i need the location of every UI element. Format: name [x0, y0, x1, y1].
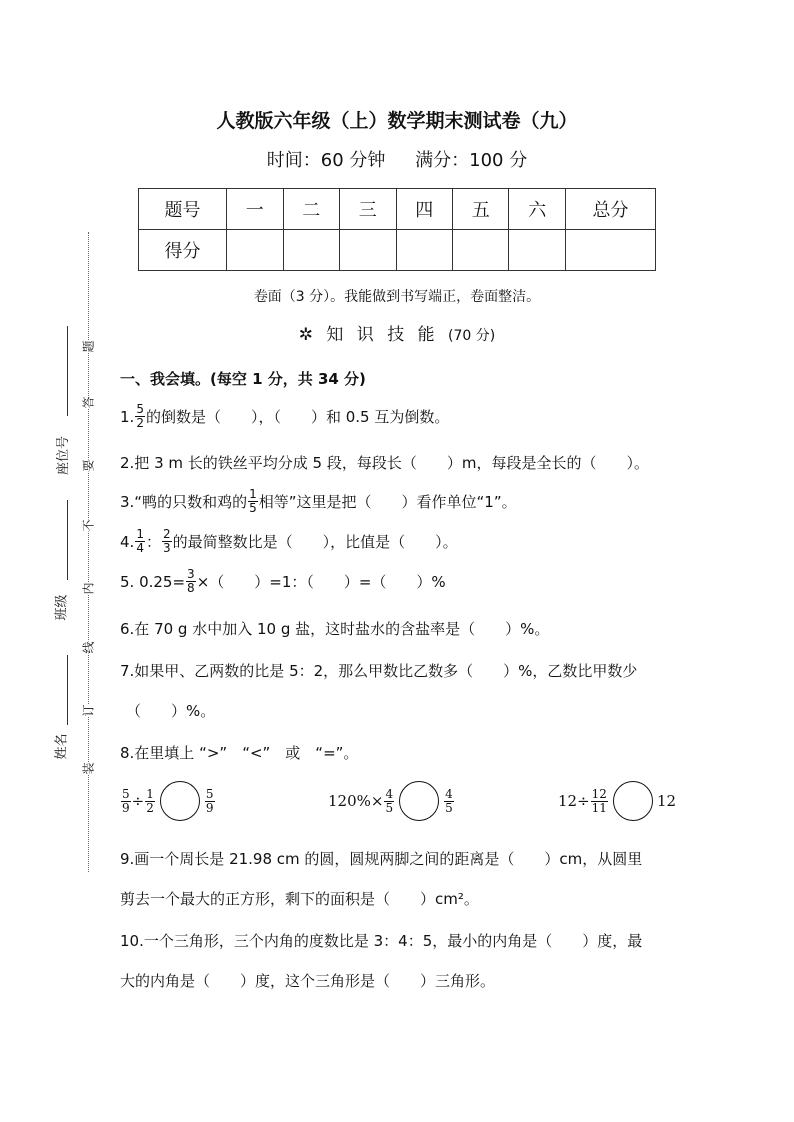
score-table-score-row	[139, 230, 656, 271]
score-table	[138, 188, 656, 271]
denominator: 4	[136, 541, 144, 555]
full-score-label: 满分：100 分	[415, 150, 528, 171]
score-entry-cell[interactable]	[565, 230, 655, 271]
answer-circle[interactable]	[399, 781, 439, 821]
question-8: 8.在里填上 “>” “<” 或 “=”。	[120, 744, 359, 762]
compare-right-text: 12	[656, 792, 677, 810]
denominator: 3	[162, 541, 171, 555]
exam-title: 人教版六年级（上）数学期末测试卷（九）	[216, 110, 578, 132]
fraction	[186, 568, 196, 595]
compare-item-3	[558, 781, 676, 821]
score-entry-cell[interactable]	[340, 230, 396, 271]
binding-char: 内	[78, 582, 99, 594]
question-3	[120, 488, 517, 515]
question-10-continued: 大的内角是（ ）度，这个三角形是（ ）三角形。	[120, 972, 496, 990]
score-entry-cell[interactable]	[452, 230, 508, 271]
denominator: 5	[249, 501, 257, 515]
question-5	[120, 568, 446, 595]
denominator: 2	[136, 416, 144, 430]
score-table-header-row	[139, 189, 656, 230]
binding-char: 要	[78, 459, 99, 471]
fraction	[384, 788, 394, 815]
numerator: 1	[146, 786, 154, 801]
question-2: 2.把 3 m 长的铁丝平均分成 5 段，每段长（ ）m，每段是全长的（ ）。	[120, 454, 649, 472]
numerator: 3	[187, 567, 195, 581]
question-7-continued: （ ）%。	[126, 702, 216, 720]
binding-char: 题	[78, 340, 99, 352]
score-table-cell: 四	[396, 189, 452, 230]
numerator: 1	[249, 487, 257, 501]
numerator: 4	[385, 786, 394, 801]
question-text: 相等”这里是把（ ）看作单位“1”。	[258, 493, 517, 511]
question-9-continued: 剪去一个最大的正方形，剩下的面积是（ ）cm²。	[120, 890, 479, 908]
binding-char: 线	[78, 641, 99, 653]
numerator: 12	[591, 786, 607, 801]
fraction	[135, 528, 145, 555]
divide-sign: ÷	[131, 792, 145, 810]
question-text: 5. 0.25=	[120, 572, 186, 591]
numerator: 5	[136, 402, 144, 416]
name-line[interactable]	[67, 655, 68, 725]
fraction	[121, 788, 131, 815]
score-table-cell: 二	[283, 189, 339, 230]
question-text: ×（ ）=1：（ ）=（ ）%	[196, 573, 446, 591]
answer-circle[interactable]	[613, 781, 653, 821]
exam-subtitle	[0, 146, 794, 172]
binding-char: 装	[78, 762, 99, 774]
binding-char: 不	[78, 519, 99, 531]
section-title: 知 识 技 能	[326, 325, 439, 345]
question-text: 3.“鸭的只数和鸡的	[120, 493, 248, 511]
class-label: 班级	[54, 594, 70, 621]
question-10: 10.一个三角形，三个内角的度数比是 3：4：5，最小的内角是（ ）度，最	[120, 932, 643, 950]
score-row-label: 得分	[139, 230, 227, 271]
part-one-title: 一、我会填。(每空 1 分，共 34 分)	[120, 370, 366, 388]
denominator: 2	[146, 800, 154, 815]
fraction	[135, 403, 145, 430]
fraction	[205, 788, 215, 815]
fraction	[591, 788, 608, 815]
fraction	[248, 488, 258, 515]
score-table-cell: 一	[227, 189, 283, 230]
question-text: 的倒数是（ ），（ ）和 0.5 互为倒数。	[145, 408, 450, 426]
compare-left-text: 12÷	[558, 792, 590, 810]
score-table-cell: 六	[509, 189, 565, 230]
question-text: 的最简整数比是（ ），比值是（ ）。	[172, 533, 458, 551]
score-table-cell: 总分	[565, 189, 655, 230]
answer-circle[interactable]	[160, 781, 200, 821]
compare-item-2	[328, 781, 455, 821]
question-number: 4.	[120, 532, 135, 551]
score-table-cell: 题号	[139, 189, 227, 230]
compare-item-1	[120, 781, 216, 821]
question-number: 1.	[120, 407, 135, 426]
question-9: 9.画一个周长是 21.98 cm 的圆，圆规两脚之间的距离是（ ）cm，从圆里	[120, 850, 643, 868]
binding-char: 答	[78, 396, 99, 408]
score-entry-cell[interactable]	[283, 230, 339, 271]
numerator: 5	[205, 786, 214, 801]
section-points: (70 分)	[448, 328, 496, 344]
score-entry-cell[interactable]	[509, 230, 565, 271]
denominator: 9	[205, 800, 214, 815]
flower-icon: ✲	[298, 325, 317, 345]
compare-left-text: 120%×	[328, 792, 384, 810]
score-table-cell: 三	[340, 189, 396, 230]
name-label: 姓名	[54, 733, 70, 760]
numerator: 1	[136, 527, 144, 541]
score-entry-cell[interactable]	[396, 230, 452, 271]
question-4	[120, 528, 458, 555]
denominator: 8	[187, 581, 195, 595]
question-7: 7.如果甲、乙两数的比是 5：2，那么甲数比乙数多（ ）%，乙数比甲数少	[120, 662, 638, 680]
neatness-note: 卷面（3 分）。我能做到书写端正，卷面整洁。	[253, 289, 541, 305]
section-heading	[0, 320, 794, 345]
seat-number-label: 座位号	[56, 435, 72, 476]
denominator: 5	[445, 800, 453, 815]
score-table-cell: 五	[452, 189, 508, 230]
numerator: 4	[445, 786, 453, 801]
ratio-colon: ：	[145, 533, 161, 551]
numerator: 2	[162, 527, 171, 541]
score-entry-cell[interactable]	[227, 230, 283, 271]
denominator: 9	[122, 800, 130, 815]
fraction	[145, 788, 155, 815]
fraction	[444, 788, 454, 815]
denominator: 5	[385, 800, 394, 815]
class-line[interactable]	[67, 500, 68, 580]
binding-char: 订	[78, 704, 99, 716]
time-label: 时间：60 分钟	[266, 150, 386, 171]
numerator: 5	[122, 786, 130, 801]
question-1	[120, 403, 449, 430]
question-6: 6.在 70 g 水中加入 10 g 盐，这时盐水的含盐率是（ ）%。	[120, 620, 550, 638]
fraction	[162, 528, 172, 555]
denominator: 11	[591, 800, 607, 815]
